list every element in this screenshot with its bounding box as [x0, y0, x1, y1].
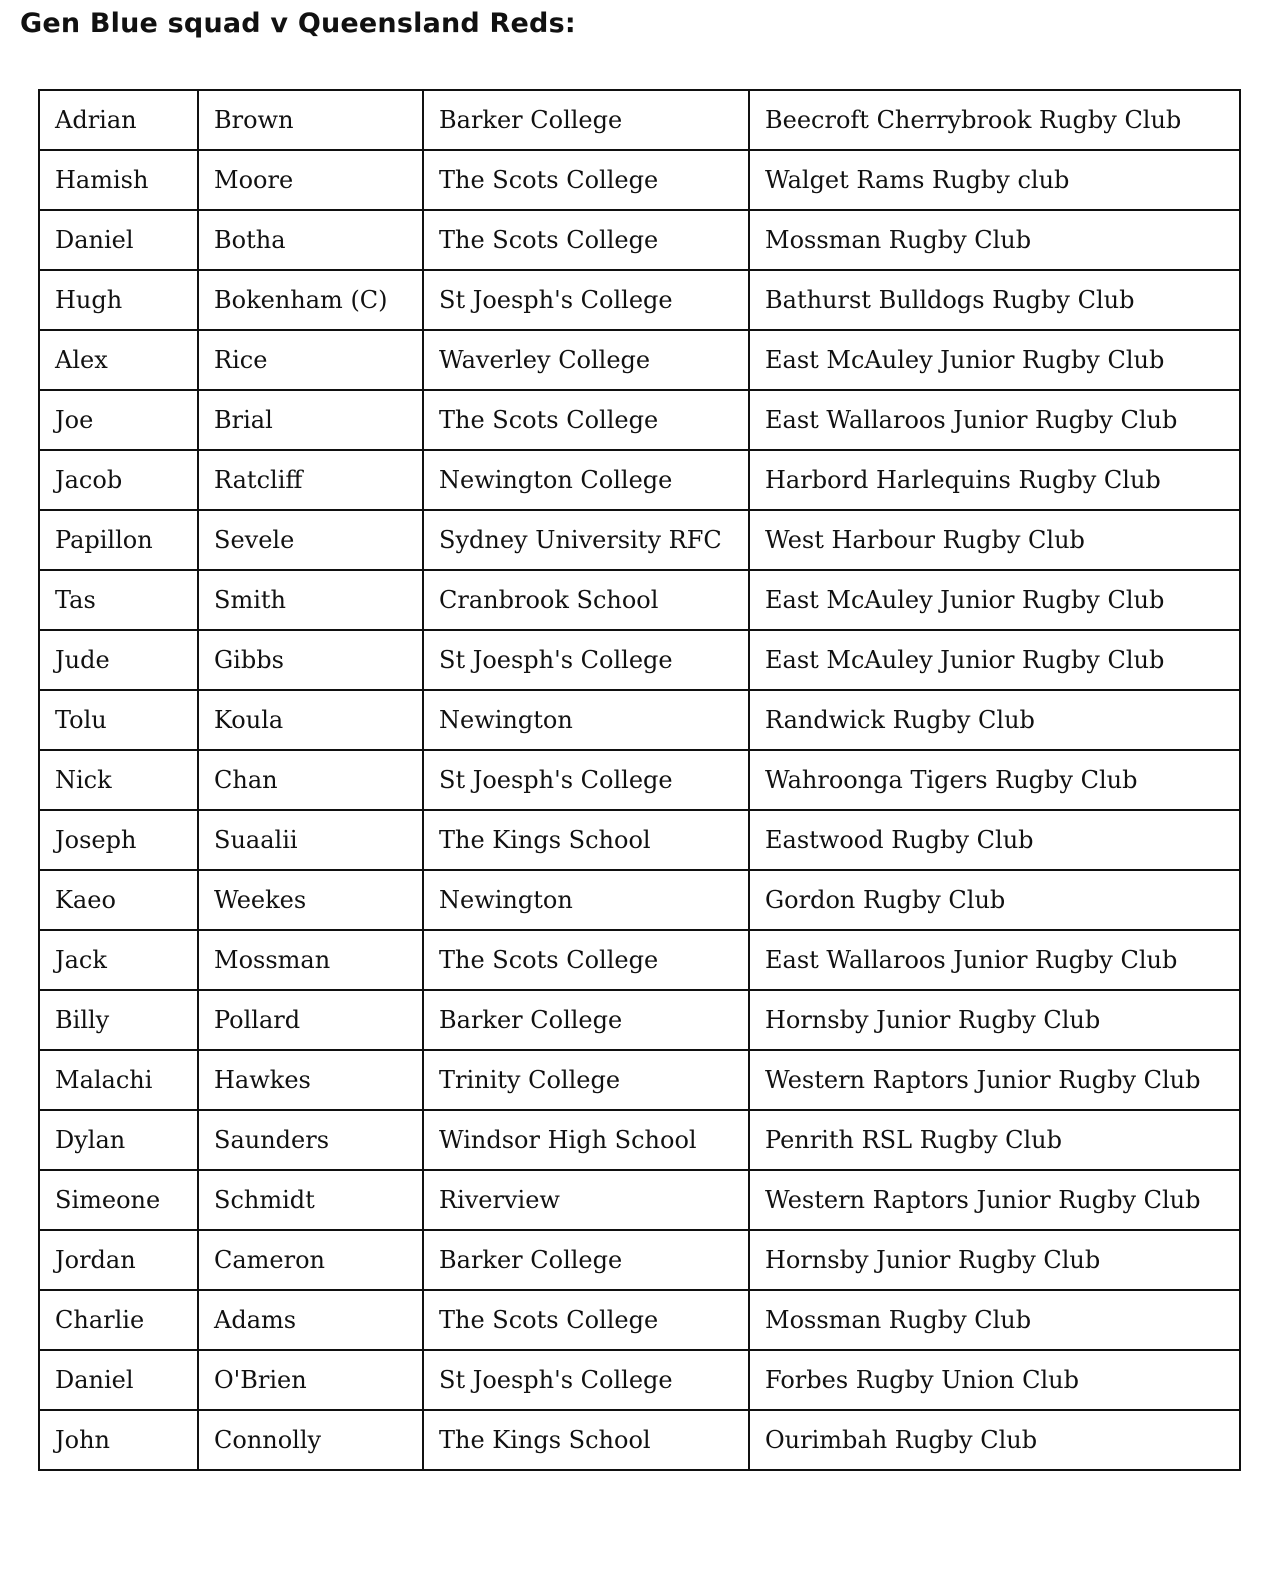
last-name-cell: Rice — [198, 330, 423, 390]
table-row — [39, 1410, 1240, 1470]
table-row — [39, 510, 1240, 570]
first-name-cell: Adrian — [39, 90, 198, 150]
last-name-cell: Brown — [198, 90, 423, 150]
club-cell: East Wallaroos Junior Rugby Club — [749, 930, 1240, 990]
school-cell: Barker College — [423, 1230, 749, 1290]
school-cell: The Scots College — [423, 1290, 749, 1350]
school-cell: The Kings School — [423, 810, 749, 870]
last-name-cell: Adams — [198, 1290, 423, 1350]
table-row — [39, 690, 1240, 750]
school-cell: Riverview — [423, 1170, 749, 1230]
table-row — [39, 570, 1240, 630]
first-name-cell: Hugh — [39, 270, 198, 330]
first-name-cell: Alex — [39, 330, 198, 390]
table-row — [39, 1350, 1240, 1410]
first-name-cell: Charlie — [39, 1290, 198, 1350]
last-name-cell: Ratcliff — [198, 450, 423, 510]
club-cell: Hornsby Junior Rugby Club — [749, 1230, 1240, 1290]
last-name-cell: Moore — [198, 150, 423, 210]
table-row — [39, 90, 1240, 150]
last-name-cell: Mossman — [198, 930, 423, 990]
club-cell: Beecroft Cherrybrook Rugby Club — [749, 90, 1240, 150]
club-cell: Mossman Rugby Club — [749, 210, 1240, 270]
last-name-cell: Weekes — [198, 870, 423, 930]
first-name-cell: Dylan — [39, 1110, 198, 1170]
squad-table-body — [39, 90, 1240, 1470]
club-cell: Mossman Rugby Club — [749, 1290, 1240, 1350]
last-name-cell: O'Brien — [198, 1350, 423, 1410]
last-name-cell: Chan — [198, 750, 423, 810]
last-name-cell: Smith — [198, 570, 423, 630]
table-row — [39, 1290, 1240, 1350]
club-cell: Ourimbah Rugby Club — [749, 1410, 1240, 1470]
school-cell: The Scots College — [423, 390, 749, 450]
school-cell: St Joesph's College — [423, 750, 749, 810]
first-name-cell: Daniel — [39, 1350, 198, 1410]
school-cell: Waverley College — [423, 330, 749, 390]
first-name-cell: Jordan — [39, 1230, 198, 1290]
first-name-cell: Joe — [39, 390, 198, 450]
last-name-cell: Cameron — [198, 1230, 423, 1290]
school-cell: Newington — [423, 870, 749, 930]
first-name-cell: Jack — [39, 930, 198, 990]
school-cell: Sydney University RFC — [423, 510, 749, 570]
club-cell: East McAuley Junior Rugby Club — [749, 570, 1240, 630]
last-name-cell: Gibbs — [198, 630, 423, 690]
first-name-cell: Billy — [39, 990, 198, 1050]
school-cell: The Scots College — [423, 210, 749, 270]
table-row — [39, 390, 1240, 450]
table-row — [39, 330, 1240, 390]
table-row — [39, 210, 1240, 270]
school-cell: The Kings School — [423, 1410, 749, 1470]
first-name-cell: John — [39, 1410, 198, 1470]
club-cell: Walget Rams Rugby club — [749, 150, 1240, 210]
school-cell: The Scots College — [423, 150, 749, 210]
table-row — [39, 1230, 1240, 1290]
table-row — [39, 810, 1240, 870]
table-row — [39, 1110, 1240, 1170]
last-name-cell: Saunders — [198, 1110, 423, 1170]
last-name-cell: Suaalii — [198, 810, 423, 870]
school-cell: St Joesph's College — [423, 630, 749, 690]
club-cell: East McAuley Junior Rugby Club — [749, 330, 1240, 390]
first-name-cell: Papillon — [39, 510, 198, 570]
first-name-cell: Simeone — [39, 1170, 198, 1230]
last-name-cell: Koula — [198, 690, 423, 750]
first-name-cell: Nick — [39, 750, 198, 810]
table-row — [39, 450, 1240, 510]
last-name-cell: Bokenham (C) — [198, 270, 423, 330]
first-name-cell: Tas — [39, 570, 198, 630]
table-row — [39, 1170, 1240, 1230]
page-title: Gen Blue squad v Queensland Reds: — [20, 8, 576, 39]
club-cell: East Wallaroos Junior Rugby Club — [749, 390, 1240, 450]
last-name-cell: Hawkes — [198, 1050, 423, 1110]
table-row — [39, 750, 1240, 810]
school-cell: The Scots College — [423, 930, 749, 990]
last-name-cell: Connolly — [198, 1410, 423, 1470]
first-name-cell: Jacob — [39, 450, 198, 510]
school-cell: Barker College — [423, 990, 749, 1050]
first-name-cell: Jude — [39, 630, 198, 690]
last-name-cell: Pollard — [198, 990, 423, 1050]
school-cell: St Joesph's College — [423, 1350, 749, 1410]
club-cell: Western Raptors Junior Rugby Club — [749, 1050, 1240, 1110]
last-name-cell: Schmidt — [198, 1170, 423, 1230]
club-cell: Wahroonga Tigers Rugby Club — [749, 750, 1240, 810]
school-cell: Windsor High School — [423, 1110, 749, 1170]
school-cell: St Joesph's College — [423, 270, 749, 330]
club-cell: Harbord Harlequins Rugby Club — [749, 450, 1240, 510]
school-cell: Trinity College — [423, 1050, 749, 1110]
school-cell: Newington College — [423, 450, 749, 510]
last-name-cell: Brial — [198, 390, 423, 450]
table-row — [39, 870, 1240, 930]
first-name-cell: Joseph — [39, 810, 198, 870]
club-cell: Forbes Rugby Union Club — [749, 1350, 1240, 1410]
first-name-cell: Hamish — [39, 150, 198, 210]
table-row — [39, 630, 1240, 690]
table-row — [39, 990, 1240, 1050]
table-row — [39, 930, 1240, 990]
school-cell: Barker College — [423, 90, 749, 150]
squad-table — [38, 89, 1241, 1471]
club-cell: Penrith RSL Rugby Club — [749, 1110, 1240, 1170]
last-name-cell: Botha — [198, 210, 423, 270]
club-cell: Bathurst Bulldogs Rugby Club — [749, 270, 1240, 330]
club-cell: East McAuley Junior Rugby Club — [749, 630, 1240, 690]
club-cell: Western Raptors Junior Rugby Club — [749, 1170, 1240, 1230]
school-cell: Cranbrook School — [423, 570, 749, 630]
club-cell: Randwick Rugby Club — [749, 690, 1240, 750]
first-name-cell: Malachi — [39, 1050, 198, 1110]
table-row — [39, 1050, 1240, 1110]
school-cell: Newington — [423, 690, 749, 750]
last-name-cell: Sevele — [198, 510, 423, 570]
table-row — [39, 150, 1240, 210]
first-name-cell: Daniel — [39, 210, 198, 270]
first-name-cell: Kaeo — [39, 870, 198, 930]
club-cell: Hornsby Junior Rugby Club — [749, 990, 1240, 1050]
club-cell: Eastwood Rugby Club — [749, 810, 1240, 870]
club-cell: Gordon Rugby Club — [749, 870, 1240, 930]
club-cell: West Harbour Rugby Club — [749, 510, 1240, 570]
first-name-cell: Tolu — [39, 690, 198, 750]
table-row — [39, 270, 1240, 330]
